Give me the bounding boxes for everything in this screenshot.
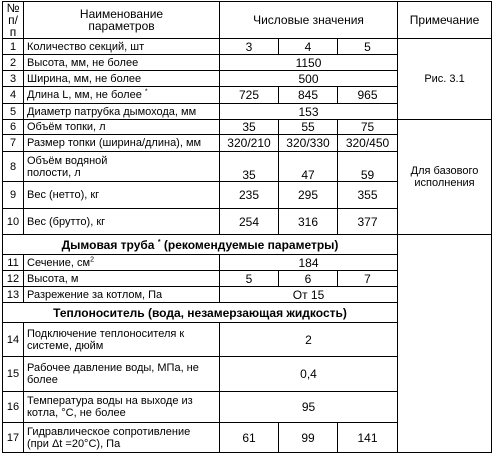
row-param: Объём водяной полости, л [24,152,220,182]
section-title-chimney: Дымовая труба * (рекомендуемые параметры) [3,235,398,255]
row-param: Подключение теплоносителя к системе, дюйм [24,323,220,357]
note-basic-version: Для базового исполнения [398,120,492,235]
row-param: Высота, м [24,271,220,287]
header-num: № п/п [3,2,24,39]
row-param: Высота, мм, не более [24,55,220,71]
section-title-coolant: Теплоноситель (вода, незамерзающая жидкость) [3,303,398,323]
row-value: 320/330 [279,135,338,152]
row-value: 153 [220,104,398,120]
row-value: 500 [220,71,398,87]
row-value: 5 [338,39,398,55]
row-value: 47 [279,152,338,182]
row-num: 13 [3,287,24,303]
row-value: 235 [220,182,279,209]
row-value: 4 [279,39,338,55]
row-value: 5 [220,271,279,287]
row-value: 377 [338,209,398,235]
row-num: 11 [3,255,24,271]
row-value: 316 [279,209,338,235]
row-num: 9 [3,182,24,209]
row-num: 14 [3,323,24,357]
row-param: Объём топки, л [24,120,220,135]
row-param: Длина L, мм, не более * [24,87,220,104]
note-figure: Рис. 3.1 [398,39,492,120]
row-value: 59 [338,152,398,182]
row-value: 61 [220,423,279,453]
row-num: 16 [3,392,24,423]
row-value: 965 [338,87,398,104]
header-param: Наименование параметров [24,2,220,39]
table-row [3,120,492,135]
row-value: 35 [220,152,279,182]
row-num: 1 [3,39,24,55]
row-value: 725 [220,87,279,104]
row-value: 6 [279,271,338,287]
row-value: 75 [338,120,398,135]
row-value: 2 [220,323,398,357]
row-param: Размер топки (ширина/длина), мм [24,135,220,152]
row-param: Количество секций, шт [24,39,220,55]
note-empty-cell [398,235,492,453]
row-value: 184 [220,255,398,271]
row-num: 6 [3,120,24,135]
row-value: 1150 [220,55,398,71]
row-num: 3 [3,71,24,87]
row-param: Диаметр патрубка дымохода, мм [24,104,220,120]
row-value: 0,4 [220,357,398,392]
row-value: 355 [338,182,398,209]
row-value: 295 [279,182,338,209]
row-num: 5 [3,104,24,120]
row-param: Сечение, $см^2$ [24,255,220,271]
row-value: 254 [220,209,279,235]
row-value: 845 [279,87,338,104]
row-param: Рабочее давление воды, МПа, не более [24,357,220,392]
table-row [3,39,492,55]
row-num: 10 [3,209,24,235]
row-num: 4 [3,87,24,104]
row-value: 320/450 [338,135,398,152]
header-row [3,2,492,39]
row-value: 141 [338,423,398,453]
row-param: Разрежение за котлом, Па [24,287,220,303]
row-num: 17 [3,423,24,453]
row-value: 7 [338,271,398,287]
row-value: 95 [220,392,398,423]
row-value: 99 [279,423,338,453]
row-value: 3 [220,39,279,55]
row-num: 7 [3,135,24,152]
row-param: Вес (нетто), кг [24,182,220,209]
row-num: 8 [3,152,24,182]
row-param: Вес (брутто), кг [24,209,220,235]
row-value: От 15 [220,287,398,303]
row-param: Гидравлическое сопротивление (при Δt =20°С), Па [24,423,220,453]
row-value: 320/210 [220,135,279,152]
section-row-chimney [3,235,492,255]
row-param: Температура воды на выходе из котла, °С, не более [24,392,220,423]
row-num: 2 [3,55,24,71]
header-values: Числовые значения [220,2,398,39]
row-value: 35 [220,120,279,135]
row-num: 12 [3,271,24,287]
row-param: Ширина, мм, не более [24,71,220,87]
row-num: 15 [3,357,24,392]
row-value: 55 [279,120,338,135]
header-note: Примечание [398,2,492,39]
spec-table [2,1,492,453]
